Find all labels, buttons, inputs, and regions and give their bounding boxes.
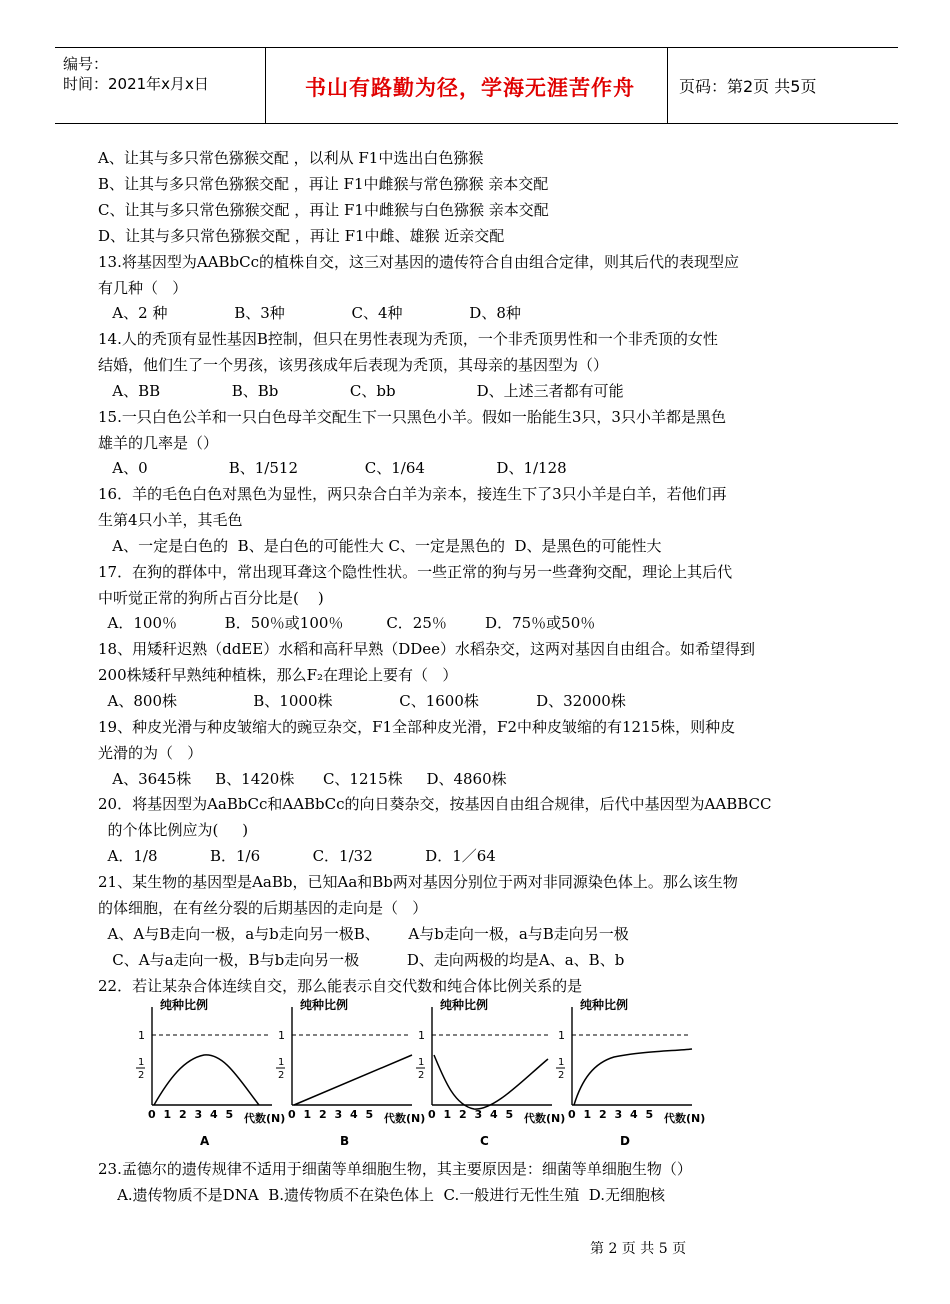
motto: 书山有路勤为径，学海无涯苦作舟 — [305, 76, 635, 100]
text-line: 23.孟德尔的遗传规律不适用于细菌等单细胞生物，其主要原因是：细菌等单细胞生物（） — [98, 1160, 692, 1178]
graph-option-label: A — [200, 1134, 210, 1148]
x-tick-label: 0 — [288, 1108, 296, 1121]
y-tick-half-num: 1 — [418, 1057, 425, 1068]
text-line: A、3645株 B、1420株 C、1215株 D、4860株 — [98, 770, 507, 788]
y-axis-label: 纯种比例 — [160, 998, 209, 1012]
x-tick-label: 2 — [179, 1108, 187, 1121]
text-line: 200株矮秆早熟纯种植株，那么F₂在理论上要有（ ） — [98, 666, 458, 684]
x-tick-label: 5 — [365, 1108, 374, 1121]
graph-b — [268, 985, 426, 1160]
graph-option-label: C — [480, 1134, 489, 1148]
x-tick-label: 1 — [443, 1108, 452, 1121]
text-line: 中听觉正常的狗所占百分比是( ) — [98, 589, 324, 607]
y-axis-label: 纯种比例 — [580, 998, 629, 1012]
y-tick-half-num: 1 — [278, 1057, 285, 1068]
text-line: 有几种（ ） — [98, 279, 188, 297]
x-tick-label: 5 — [225, 1108, 234, 1121]
y-tick-half-den: 2 — [558, 1070, 565, 1081]
page-label: 页码：第2页 共5页 — [679, 77, 817, 96]
text-line: 的个体比例应为( ) — [98, 821, 249, 839]
x-tick-label: 4 — [210, 1108, 218, 1121]
y-tick-1: 1 — [418, 1029, 425, 1042]
x-tick-label: 1 — [303, 1108, 312, 1121]
graph-d — [548, 985, 706, 1160]
x-tick-label: 5 — [505, 1108, 514, 1121]
text-line: A．1/8 B．1/6 C．1/32 D．1／64 — [98, 847, 496, 865]
x-tick-label: 0 — [148, 1108, 156, 1121]
text-line: 14.人的秃顶有显性基因B控制，但只在男性表现为秃顶，一个非秃顶男性和一个非秃顶的女性 — [98, 330, 718, 348]
text-line: A、2 种 B、3种 C、4种 D、8种 — [98, 304, 521, 322]
text-line: 结婚，他们生了一个男孩，该男孩成年后表现为秃顶，其母亲的基因型为（） — [98, 356, 609, 374]
text-line: 19、种皮光滑与种皮皱缩大的豌豆杂交，F1全部种皮光滑，F2中种皮皱缩的有1215株，则种皮 — [98, 718, 736, 736]
text-line: 光滑的为（ ） — [98, 744, 203, 762]
text-line: 21、某生物的基因型是AaBb，已知Aa和Bb两对基因分别位于两对非同源染色体上。那么该生物 — [98, 873, 738, 891]
graph-a — [128, 985, 286, 1160]
text-line: 18、用矮秆迟熟（ddEE）水稻和高秆早熟（DDee）水稻杂交，这两对基因自由组合。如希望得到 — [98, 640, 756, 658]
text-line: B、让其与多只常色猕猴交配 ，再让 F1中雌猴与常色猕猴 亲本交配 — [98, 175, 549, 193]
text-line: D、让其与多只常色猕猴交配 ，再让 F1中雌、雄猴 近亲交配 — [98, 227, 505, 245]
text-line: 15.一只白色公羊和一只白色母羊交配生下一只黑色小羊。假如一胎能生3只，3只小羊都是黑色 — [98, 408, 726, 426]
x-tick-label: 2 — [599, 1108, 607, 1121]
x-tick-label: 3 — [194, 1108, 203, 1121]
x-tick-label: 2 — [319, 1108, 327, 1121]
x-tick-label: 3 — [474, 1108, 483, 1121]
text-line: 17．在狗的群体中，常出现耳聋这个隐性性状。一些正常的狗与另一些聋狗交配，理论上其后代 — [98, 563, 733, 581]
text-line: 13.将基因型为AABbCc的植株自交，这三对基因的遗传符合自由组合定律，则其后代的表现型应 — [98, 253, 740, 271]
x-axis-label: 代数(N) — [664, 1112, 706, 1125]
text-line: 生第4只小羊，其毛色 — [98, 511, 243, 529]
graph-c — [408, 985, 566, 1160]
y-tick-1: 1 — [558, 1029, 565, 1042]
x-tick-label: 0 — [568, 1108, 576, 1121]
date-label: 时间：2021年x月x日 — [63, 75, 209, 93]
x-axis-label: 代数(N) — [384, 1112, 426, 1125]
x-tick-label: 5 — [645, 1108, 654, 1121]
text-line: 22．若让某杂合体连续自交，那么能表示自交代数和纯合体比例关系的是 — [98, 977, 583, 995]
y-axis-label: 纯种比例 — [440, 998, 489, 1012]
curve-line — [574, 1049, 692, 1105]
text-line: 的体细胞，在有丝分裂的后期基因的走向是（ ） — [98, 899, 428, 917]
graph-option-label: D — [620, 1134, 630, 1148]
text-line: 雄羊的几率是（） — [98, 434, 219, 452]
y-tick-half-den: 2 — [418, 1070, 425, 1081]
x-tick-label: 4 — [490, 1108, 498, 1121]
page-footer: 第 2 页 共 5 页 — [590, 1241, 687, 1257]
x-tick-label: 4 — [630, 1108, 638, 1121]
x-tick-label: 0 — [428, 1108, 436, 1121]
y-tick-half-den: 2 — [278, 1070, 285, 1081]
text-line: A．100％ B．50％或100％ C．25％ D．75％或50％ — [98, 614, 596, 632]
text-line: C、让其与多只常色猕猴交配 ，再让 F1中雌猴与白色猕猴 亲本交配 — [98, 201, 549, 219]
header-meta — [63, 54, 209, 94]
x-tick-label: 1 — [163, 1108, 172, 1121]
text-line: A、800株 B、1000株 C、1600株 D、32000株 — [98, 692, 626, 710]
graph-option-label: B — [340, 1134, 350, 1148]
text-line: 20．将基因型为AaBbCc和AABbCc的向日葵杂交，按基因自由组合规律，后代中基因型为AABBCC — [98, 795, 772, 813]
text-line: C、A与a走向一极，B与b走向另一极 D、走向两极的均是A、a、B、b — [98, 951, 625, 969]
text-line: A.遗传物质不是DNA B.遗传物质不在染色体上 C.一般进行无性生殖 D.无细胞核 — [98, 1186, 666, 1204]
y-tick-1: 1 — [138, 1029, 145, 1042]
x-tick-label: 1 — [583, 1108, 592, 1121]
x-axis-label: 代数(N) — [524, 1112, 566, 1125]
curve-line — [434, 1055, 548, 1109]
x-tick-label: 2 — [459, 1108, 467, 1121]
y-axis-label: 纯种比例 — [300, 998, 349, 1012]
y-tick-1: 1 — [278, 1029, 285, 1042]
text-line: 16．羊的毛色白色对黑色为显性，两只杂合白羊为亲本，接连生下了3只小羊是白羊，若他们再 — [98, 485, 727, 503]
y-tick-half-num: 1 — [138, 1057, 145, 1068]
number-label: 编号： — [63, 55, 109, 73]
y-tick-half-den: 2 — [138, 1070, 145, 1081]
text-line: A、0 B、1/512 C、1/64 D、1/128 — [98, 459, 567, 477]
text-line: A、让其与多只常色猕猴交配 ，以利从 F1中选出白色猕猴 — [98, 149, 484, 167]
text-line: A、A与B走向一极，a与b走向另一极B、 A与b走向一极，a与B走向另一极 — [98, 925, 629, 943]
curve-line — [294, 1055, 412, 1105]
x-tick-label: 3 — [334, 1108, 343, 1121]
x-axis-label: 代数(N) — [244, 1112, 286, 1125]
x-tick-label: 4 — [350, 1108, 358, 1121]
curve-line — [154, 1055, 259, 1105]
y-tick-half-num: 1 — [558, 1057, 565, 1068]
x-tick-label: 3 — [614, 1108, 623, 1121]
text-line: A、一定是白色的 B、是白色的可能性大 C、一定是黑色的 D、是黑色的可能性大 — [98, 537, 662, 555]
page-header — [55, 47, 898, 124]
text-line: A、BB B、Bb C、bb D、上述三者都有可能 — [98, 382, 624, 400]
header-divider — [265, 48, 266, 123]
